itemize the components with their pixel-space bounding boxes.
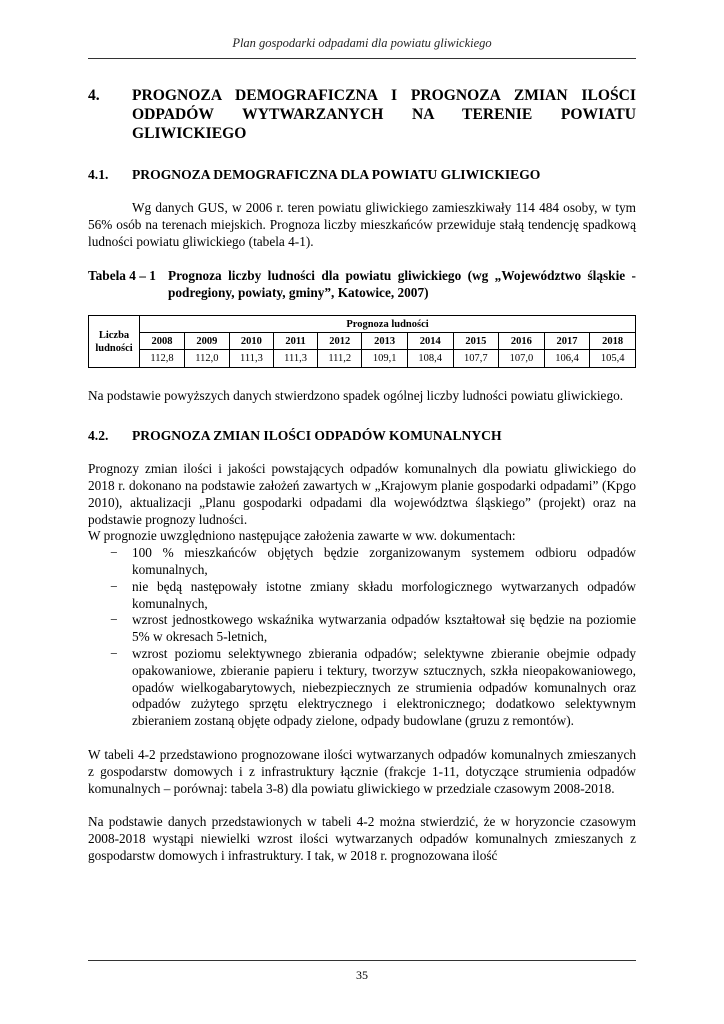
value-cell: 105,4 (590, 350, 636, 368)
list-item (88, 646, 636, 730)
year-cell: 2016 (499, 333, 545, 350)
section-4-1-title: PROGNOZA DEMOGRAFICZNA DLA POWIATU GLIWICKIEGO (132, 167, 541, 182)
year-cell: 2015 (453, 333, 499, 350)
value-cell: 111,2 (318, 350, 362, 368)
table-4-1-label: Tabela 4 – 1 (88, 268, 156, 284)
value-cell: 108,4 (407, 350, 453, 368)
table-4-1-caption (88, 267, 636, 301)
dash-bullet: − (110, 545, 118, 561)
page-number: 35 (356, 968, 368, 982)
section-4-1-number: 4.1. (88, 167, 109, 182)
value-cell: 112,8 (140, 350, 185, 368)
list-item (88, 579, 636, 613)
header-rule (88, 58, 636, 59)
year-cell: 2010 (229, 333, 273, 350)
section-4-title: PROGNOZA DEMOGRAFICZNA I PROGNOZA ZMIAN ILOŚCI ODPADÓW WYTWARZANYCH NA TERENIE POWIATU GLIWICKIEGO (132, 87, 636, 142)
dash-bullet: − (110, 578, 118, 594)
value-cell: 112,0 (184, 350, 229, 368)
list-item (88, 545, 636, 579)
section-4-2-title: PROGNOZA ZMIAN ILOŚCI ODPADÓW KOMUNALNYCH (132, 428, 502, 444)
value-cell: 107,0 (499, 350, 545, 368)
group-header-forecast: Prognoza ludności (140, 316, 636, 333)
list-item-text: wzrost jednostkowego wskaźnika wytwarzania odpadów kształtował się będzie na poziomie 5% w okresach 5-letnich, (132, 612, 636, 645)
list-item-text: nie będą następowały istotne zmiany składu morfologicznego wytwarzanych odpadów komunalnych, (132, 578, 636, 611)
section-4-2-paragraph-1: Prognozy zmian ilości i jakości powstających odpadów komunalnych dla powiatu gliwickiego do 2018 r. dokonano na podstawie założeń zawartych w „Krajowym planie gospodarki odpadami” (Kpgo 2010), aktualizacji „Planu gospodarki odpadami dla województwa śląskiego” (projekt) oraz na podstawie prognozy ludności. (88, 461, 636, 527)
value-cell: 109,1 (362, 350, 408, 368)
after-table-paragraph: Na podstawie powyższych danych stwierdzono spadek ogólnej liczby ludności powiatu gliwickiego. (88, 388, 624, 404)
section-4-1-heading (88, 166, 636, 183)
year-cell: 2008 (140, 333, 185, 350)
list-item (88, 612, 636, 646)
value-cell: 106,4 (544, 350, 590, 368)
value-cell: 111,3 (273, 350, 317, 368)
row-header-population: Liczba ludności (89, 316, 140, 368)
values-row (89, 350, 636, 368)
year-cell: 2013 (362, 333, 408, 350)
year-cell: 2017 (544, 333, 590, 350)
footer-rule (88, 960, 636, 961)
section-4-1-paragraph: Wg danych GUS, w 2006 r. teren powiatu gliwickiego zamieszkiwały 114 484 osoby, w tym 56% osób na terenach miejskich. Prognoza liczby mieszkańców przewiduje stałą tendencję spadkową ludności powiatu gliwickiego (tabela 4-1). (88, 200, 636, 249)
list-item-text: wzrost poziomu selektywnego zbierania odpadów; selektywne zbieranie obejmie odpady opakowaniowe, zbieranie papieru i tektury, tworzyw sztucznych, szkła nieopakowaniowego, opadów wielkogabarytowych, niebezpiecznych ze strumienia odpadów komunalnych oraz odpadów zużytego sprzętu elektrycznego i elektronicznego; dodatkowo selektywnym zbieraniem zostaną objęte odpady zielone, odpady budowlane (gruzu z remontów). (132, 645, 636, 729)
section-4-2-paragraph-2: W prognozie uwzględniono następujące założenia zawarte w ww. dokumentach: (88, 528, 516, 544)
dash-bullet: − (110, 645, 118, 661)
page-content (88, 86, 636, 865)
year-cell: 2012 (318, 333, 362, 350)
value-cell: 107,7 (453, 350, 499, 368)
value-cell: 111,3 (229, 350, 273, 368)
dash-bullet: − (110, 612, 118, 628)
year-cell: 2018 (590, 333, 636, 350)
list-item-text: 100 % mieszkańców objętych będzie zorganizowanym systemem odbioru odpadów komunalnych, (132, 545, 636, 577)
running-header: Plan gospodarki odpadami dla powiatu gliwickiego (232, 36, 492, 50)
years-row (89, 333, 636, 350)
section-4-number: 4. (88, 87, 100, 104)
section-4-heading (88, 86, 636, 143)
section-4-2-number: 4.2. (88, 428, 109, 444)
section-4-2-heading (88, 427, 636, 444)
section-4-2-paragraph-3: W tabeli 4-2 przedstawiono prognozowane ilości wytwarzanych odpadów komunalnych zmieszanych z gospodarstw domowych i z infrastruktury łącznie (frakcje 1-11, dotyczące strumienia odpadów komunalnych – porównaj: tabela 3-8) dla powiatu gliwickiego w przedziale czasowym 2008-2018. (88, 746, 636, 796)
year-cell: 2014 (407, 333, 453, 350)
table-4-1-caption-text: Prognoza liczby ludności dla powiatu gliwickiego (wg „Województwo śląskie - podregiony, powiaty, gminy”, Katowice, 2007) (168, 268, 636, 301)
year-cell: 2009 (184, 333, 229, 350)
year-cell: 2011 (273, 333, 317, 350)
section-4-2-paragraph-4: Na podstawie danych przedstawionych w tabeli 4-2 można stwierdzić, że w horyzoncie czasowym 2008-2018 wystąpi niewielki wzrost ilości wytwarzanych odpadów komunalnych zmieszanych z gospodarstw domowych i infrastruktury. I tak, w 2018 r. prognozowana ilość (88, 814, 636, 863)
population-forecast-table (88, 315, 636, 368)
assumptions-list (88, 545, 636, 730)
